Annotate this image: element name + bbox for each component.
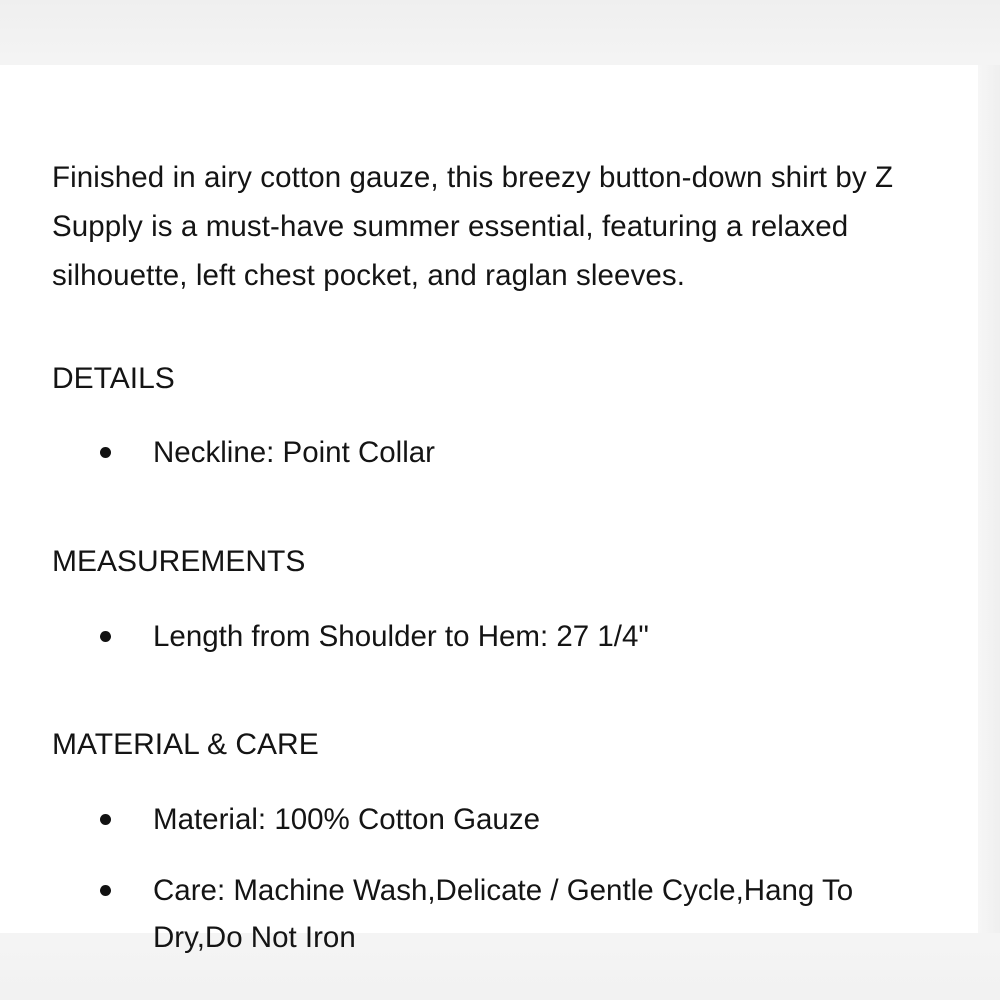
list-item: [0, 613, 978, 660]
list-item: [0, 796, 978, 843]
product-description-panel: [0, 65, 978, 954]
right-edge-shadow: [978, 65, 1000, 933]
material-care-heading: MATERIAL & CARE: [52, 728, 319, 761]
material-care-list: [0, 796, 978, 961]
bullet-dot-icon: [100, 814, 111, 825]
bullet-dot-icon: [100, 447, 111, 458]
list-item: [0, 867, 978, 961]
bullet-dot-icon: [100, 631, 111, 642]
list-item-text: Care: Machine Wash,Delicate / Gentle Cycle,Hang To Dry,Do Not Iron: [153, 874, 854, 954]
list-item-text: Material: 100% Cotton Gauze: [153, 803, 540, 836]
list-item-text: Length from Shoulder to Hem: 27 1/4": [153, 620, 649, 653]
list-item-text: Neckline: Point Collar: [153, 436, 436, 469]
product-description: Finished in airy cotton gauze, this breezy button-down shirt by Z Supply is a must-have summer essential, featuring a relaxed silhouette, left chest pocket, and raglan sleeves.: [52, 161, 894, 292]
measurements-list: [0, 613, 978, 660]
details-heading: DETAILS: [52, 362, 175, 395]
list-item: [0, 429, 978, 476]
measurements-heading: MEASUREMENTS: [52, 545, 306, 578]
details-list: [0, 429, 978, 476]
bullet-dot-icon: [100, 885, 111, 896]
